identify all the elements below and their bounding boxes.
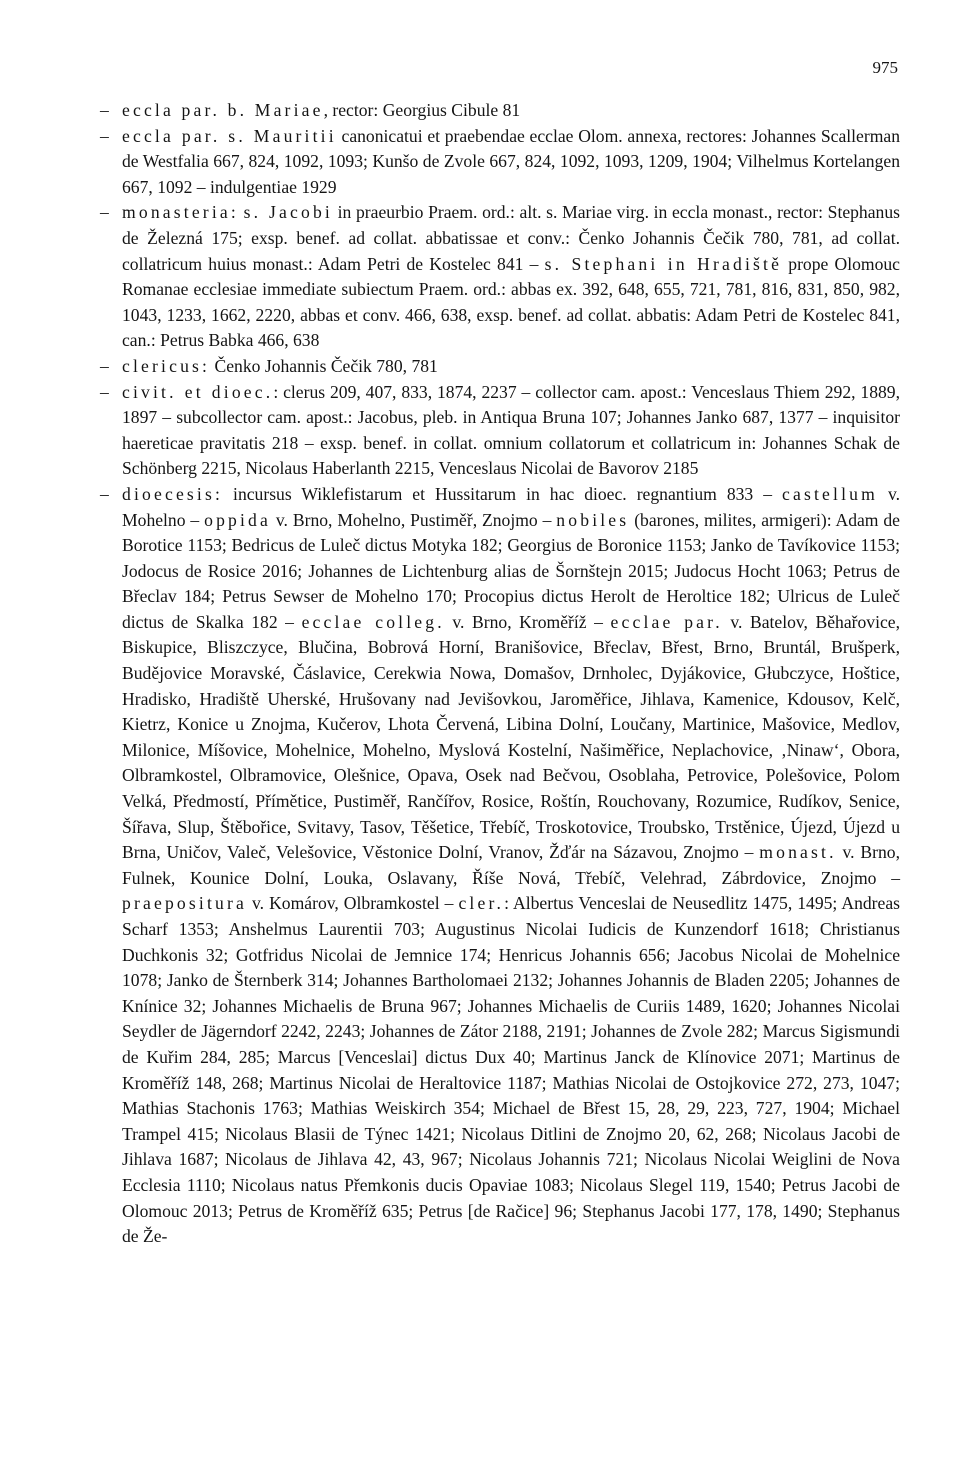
- entry-heading: castellum: [782, 483, 878, 504]
- entry-heading: eccla par. b. Mariae: [122, 100, 324, 120]
- entry-heading: s. Stephani in Hradiště: [544, 253, 783, 274]
- index-entry: [100, 200, 900, 354]
- entry-text: v. Komárov, Olbramkostel –: [246, 893, 459, 914]
- entry-heading: clericus:: [122, 355, 211, 376]
- entry-heading: dioecesis:: [122, 483, 224, 504]
- entry-text: in praeurbio Praem. ord.: alt. s. Mariae virg. in eccla monast., rector: Stephanus de Železná 175; exsp. benef. ad collat. abbatissae et conv.: Čenko Johannis Čečik 780, 781, ad collat. collatricum huius monast.: Adam Petri de Kostelec 841 –: [122, 202, 900, 274]
- entry-text: : Albertus Venceslai de Neusedlitz 1475, 1495; Andreas Scharf 1353; Anshelmus Laurentii 703; Augustinus Nicolai Iudicis de Kunzendorf 1618; Christianus Duchkonis 32; Gotfridus Nicolai de Jemnice 174; Henricus Johannis 656; Jacobus Nicolai de Mohelnice 1078; Janko de Šternberk 314; Johannes Bartholomaei 2132; Johannes Johannis de Bladen 2205; Johannes de Knínice 32; Johannes Michaelis de Bruna 967; Johannes Michaelis de Curiis 1489, 1620; Johannes Nicolai Seydler de Jägerndorf 2242, 2243; Johannes de Zátor 2188, 2191; Johannes de Zvole 282; Marcus Sigismundi de Kuřim 284, 285; Marcus [Venceslai] dictus Dux 40; Martinus Janck de Klínovice 2071; Martinus de Kroměříž 148, 268; Martinus Nicolai de Heraltovice 1187; Mathias Nicolai de Ostojkovice 272, 273, 1047; Mathias Stachonis 1763; Mathias Weiskirch 354; Michael de Břest 15, 28, 29, 223, 727, 1904; Michael Trampel 415; Nicolaus Blasii de Týnec 1421; Nicolaus Ditlini de Znojmo 20, 62, 268; Nicolaus Jacobi de Jihlava 1687; Nicolaus de Jihlava 42, 43, 967; Nicolaus Johannis 721; Nicolaus Nicolai Weiglini de Nova Ecclesia 1110; Nicolaus natus Přemkonis ducis Opaviae 1083; Nicolaus Slegel 119, 1540; Petrus Jacobi de Olomouc 2013; Petrus de Kroměříž 635; Petrus [de Račice] 96; Stephanus Jacobi 177, 178, 1490; Stephanus de Že-: [122, 893, 900, 1247]
- entry-dash: –: [100, 355, 109, 376]
- page-number: 975: [872, 58, 898, 77]
- entry-text: v. Brno, Fulnek, Kounice Dolní, Louka, Oslavany, Říše Nová, Třebíč, Velehrad, Zábrdovice, Znojmo –: [122, 842, 900, 888]
- entry-text: v. Brno, Mohelno, Pustiměř, Znojmo –: [271, 509, 557, 530]
- index-entry: [100, 380, 900, 482]
- entry-heading: monasteria:: [122, 202, 239, 223]
- entry-heading: s. Jacobi: [243, 202, 333, 223]
- entry-heading: nobiles: [556, 509, 630, 530]
- index-entry: [100, 124, 900, 201]
- entry-heading: cler.: [458, 893, 505, 914]
- entry-heading: eccla par. s. Mauritii: [122, 125, 337, 146]
- entry-heading: ecclae colleg.: [301, 611, 445, 632]
- entry-heading: praepositura: [122, 893, 247, 914]
- entry-text: (barones, milites, armigeri): Adam de Borotice 1153; Bedricus de Luleč dictus Motyka 182; Georgius de Boronice 1153; Janko de Tavíkovice 1153; Jodocus de Rosice 2016; Johannes de Lichtenburg alias de Šornštejn 2015; Judocus Hocht 1063; Petrus de Břeclav 184; Petrus Sewser de Mohelno 170; Procopius dictus Herolt de Heroltice 182; Ulricus de Luleč dictus de Skalka 182 –: [122, 509, 900, 632]
- entry-text: canonicatui et praebendae ecclae Olom. annexa, rectores: Johannes Scallerman de Westfalia 667, 824, 1092, 1093; Kunšo de Zvole 667, 824, 1092, 1093, 1209, 1904; Vilhelmus Kortelangen 667, 1092 – indulgentiae 1929: [122, 125, 900, 197]
- entry-dash: –: [100, 381, 109, 402]
- index-entry: [100, 98, 900, 124]
- entry-text: : clerus 209, 407, 833, 1874, 2237 – collector cam. apost.: Venceslaus Thiem 292, 1889, 1897 – subcollector cam. apost.: Jacobus, pleb. in Antiqua Bruna 107; Johannes Janko 687, 1377 – inquisitor haereticae pravitatis 218 – exsp. benef. in collat. omnium collatorum et collatricum in: Johannes Schak de Schönberg 2215, Nicolaus Haberlanth 2215, Venceslaus Nicolai de Bavorov 2185: [122, 381, 900, 479]
- entry-dash: –: [100, 202, 109, 223]
- entry-heading: civit. et dioec.: [122, 381, 274, 402]
- entry-heading: ecclae par.: [610, 611, 723, 632]
- index-entry: [100, 354, 900, 380]
- entry-heading: monast.: [759, 842, 837, 863]
- entry-heading: oppida: [204, 509, 272, 530]
- entry-text: prope Olomouc Romanae ecclesiae immediate subiectum Praem. ord.: abbas ex. 392, 648, 655, 721, 781, 816, 831, 850, 982, 1043, 1233, 1662, 2220, abbas et conv. 466, 638, exsp. benef. ad collat. abbatis: Adam Petri de Kostelec 841, can.: Petrus Babka 466, 638: [122, 253, 900, 351]
- entry-dash: –: [100, 125, 109, 146]
- index-entry: [100, 482, 900, 1250]
- entry-dash: –: [100, 100, 109, 120]
- entry-dash: –: [100, 483, 109, 504]
- entry-text: Čenko Johannis Čečik 780, 781: [210, 355, 438, 376]
- entry-text: v. Mohelno –: [122, 483, 901, 530]
- entry-text: incursus Wiklefistarum et Hussitarum in hac dioec. regnantium 833 –: [223, 483, 783, 504]
- entry-text: v. Batelov, Běhařovice, Biskupice, Bliszczyce, Blučina, Bobrová Horní, Branišovice, Břeclav, Břest, Brno, Bruntál, Brušperk, Budějovice Moravské, Čáslavice, Cerekwia Nowa, Domašov, Drnholec, Dyjákovice, Głubczyce, Hoštice, Hradisko, Hradiště Uherské, Hrušovany nad Jevišovkou, Jaroměřice, Jihlava, Kamenice, Kdousov, Kelč, Kietrz, Konice u Znojma, Kučerov, Lhota Červená, Libina Dolní, Loučany, Martinice, Mašovice, Medlov, Milonice, Míšovice, Mohelnice, Mohelno, Myslová Kostelní, Našiměřice, Neplachovice, ‚Ninaw‘, Obora, Olbramkostel, Olbramovice, Olešnice, Opava, Osek nad Bečvou, Osoblaha, Petrovice, Polešovice, Polom Velká, Předmostí, Přímětice, Pustiměř, Rančířov, Rosice, Roštín, Rouchovany, Rozumice, Rudíkov, Senice, Šířava, Slup, Štěbořice, Svitavy, Tasov, Těšetice, Třebíč, Troskotovice, Troubsko, Trstěnice, Újezd, Újezd u Brna, Uničov, Valeč, Velešovice, Věstonice Dolní, Vranov, Žďár na Sázavou, Znojmo –: [122, 611, 901, 863]
- index-entries: [100, 98, 900, 1250]
- entry-text: , rector: Georgius Cibule 81: [323, 100, 521, 120]
- entry-text: v. Brno, Kroměříž –: [444, 611, 611, 632]
